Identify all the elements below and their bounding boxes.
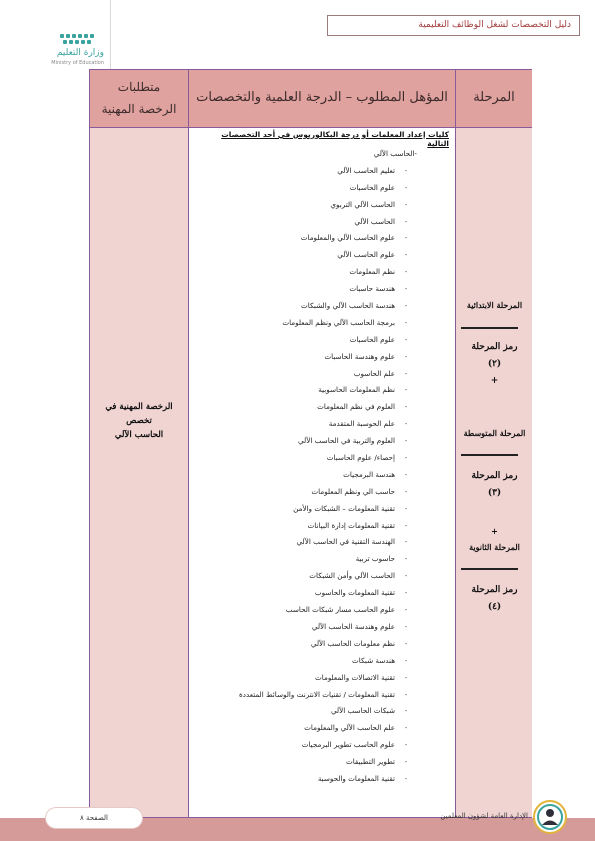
- specialization-item: [189, 399, 417, 416]
- specialization-item: [189, 332, 417, 349]
- logo-dots-icon: [58, 32, 104, 48]
- stage-code-value: (٣): [487, 488, 502, 498]
- specialization-item: [189, 619, 417, 636]
- stage-plus: +: [490, 376, 499, 386]
- specialization-item: [189, 247, 417, 264]
- bullet-dash: -: [404, 419, 408, 429]
- specialization-list: [189, 146, 417, 788]
- specialization-name: هندسة شبكات: [351, 655, 395, 665]
- bullet-dash: -: [404, 503, 408, 513]
- specialization-name: إحصاء/ علوم الحاسبات: [326, 453, 395, 463]
- specialization-name: تقنية الاتصالات والمعلومات: [315, 672, 395, 682]
- specialization-item: [189, 382, 417, 399]
- license-requirement: [94, 400, 184, 442]
- specialization-item: [189, 518, 417, 535]
- stage-code-3: [456, 468, 533, 502]
- specialization-item: [189, 720, 417, 737]
- specialization-item: [189, 754, 417, 771]
- specialization-name: برمجة الحاسب الآلي ونظم المعلومات: [282, 317, 395, 327]
- bullet-dash: -: [404, 655, 408, 665]
- stage-code-label: رمز المرحلة: [471, 585, 518, 595]
- specialization-name: الهندسة التقنية في الحاسب الآلي: [296, 537, 395, 547]
- header-qualification: المؤهل المطلوب – الدرجة العلمية والتخصصات: [188, 70, 455, 128]
- specialization-name: نظم المعلومات: [349, 267, 395, 277]
- bullet-dash: -: [404, 165, 408, 175]
- specialization-name: علم الحوسبة المتقدمة: [328, 419, 395, 429]
- bullet-dash: -: [404, 588, 408, 598]
- specialization-item: [189, 416, 417, 433]
- logo-subtitle: Ministry of Education: [51, 60, 104, 66]
- license-line2: تخصص: [126, 416, 152, 426]
- bullet-dash: -: [404, 486, 408, 496]
- license-cell: [90, 128, 188, 817]
- footer-department: الإدارة العامة لشؤون المعلمين: [440, 812, 528, 820]
- specialization-item: [189, 551, 417, 568]
- specialization-name: علوم الحاسب الآلي والمعلومات: [300, 233, 395, 243]
- specialization-name: تقنية المعلومات والحاسوب: [314, 588, 395, 598]
- stage-divider: [461, 327, 518, 329]
- stage-secondary: المرحلة الثانوية: [469, 542, 520, 552]
- bullet-dash: -: [404, 351, 408, 361]
- specialization-name: الحاسب الآلي التربوي: [330, 199, 395, 209]
- ministry-logo: [14, 32, 104, 66]
- bullet-dash: -: [404, 520, 408, 530]
- specialization-name: علوم الحاسبات: [349, 334, 395, 344]
- specialization-name: العلوم في نظم المعلومات: [317, 402, 395, 412]
- specialization-item: [189, 281, 417, 298]
- specialization-item: [189, 670, 417, 687]
- specialization-item: [189, 146, 417, 163]
- stage-code-label: رمز المرحلة: [471, 342, 518, 352]
- specialization-item: [189, 534, 417, 551]
- specialization-item: [189, 467, 417, 484]
- stage-code-value: (٢): [487, 359, 502, 369]
- qualification-heading: كليات إعداد المعلمات أو درجة البكالوريوس في أحد التخصصات التالية: [221, 130, 449, 148]
- bullet-dash: -: [404, 233, 408, 243]
- specialization-item: [189, 197, 417, 214]
- specialization-name: حاسوب تربية: [355, 554, 395, 564]
- specialization-name: حاسب الي ونظم المعلومات: [311, 486, 395, 496]
- document-title: دليل التخصصات لشغل الوظائف التعليمية: [327, 15, 580, 36]
- teacher-avatar-icon: [533, 800, 567, 834]
- bullet-dash: -: [404, 284, 408, 294]
- specialization-name: تقنية المعلومات / تقنيات الانترنت والوسائط المتعددة: [238, 689, 395, 699]
- specialization-item: [189, 315, 417, 332]
- specialization-item: [189, 433, 417, 450]
- bullet-dash: -: [404, 368, 408, 378]
- bullet-dash: -: [404, 453, 408, 463]
- stage-code-4: [456, 582, 533, 616]
- specialization-name: تقنية المعلومات إدارة البيانات: [307, 520, 395, 530]
- specialization-item: [189, 349, 417, 366]
- specialization-name: علوم الحاسب تطوير البرمجيات: [301, 740, 395, 750]
- bullet-dash: -: [404, 199, 408, 209]
- specialization-item: [189, 636, 417, 653]
- page-number: الصفحة ٨: [46, 808, 142, 828]
- specialization-name: علوم الحاسب مسار شبكات الحاسب: [285, 605, 395, 615]
- bullet-dash: -: [404, 267, 408, 277]
- stage-divider: [461, 568, 518, 570]
- qualification-cell: [188, 128, 455, 817]
- bullet-dash: -: [404, 385, 408, 395]
- bullet-dash: -: [404, 182, 408, 192]
- bullet-dash: -: [404, 301, 408, 311]
- specialization-item: [189, 180, 417, 197]
- bullet-dash: -: [404, 689, 408, 699]
- specialization-name: علوم الحاسبات: [349, 182, 395, 192]
- bullet-dash: -: [404, 469, 408, 479]
- specialization-item: [189, 771, 417, 788]
- specialization-name: تقنية المعلومات – الشبكات والأمن: [293, 503, 395, 513]
- specialization-name: الحاسب الآلي: [354, 216, 395, 226]
- bullet-dash: -: [404, 537, 408, 547]
- specialization-item: [189, 653, 417, 670]
- header-divider: [110, 0, 111, 70]
- specialization-item: [189, 484, 417, 501]
- header-license-line1: متطلبات: [117, 80, 161, 94]
- bullet-dash: -: [404, 723, 408, 733]
- header-license: [90, 70, 188, 128]
- specialization-item: [189, 501, 417, 518]
- stage-code-label: رمز المرحلة: [471, 471, 518, 481]
- specialization-item: [189, 366, 417, 383]
- specialization-name: شبكات الحاسب الآلي: [330, 706, 395, 716]
- specialization-name: -الحاسب الآلي: [373, 149, 417, 158]
- license-line3: الحاسب الآلي: [114, 430, 164, 440]
- specialization-item: [189, 214, 417, 231]
- specialization-name: علوم الحاسب الآلي: [337, 250, 395, 260]
- specialization-item: [189, 703, 417, 720]
- specialization-name: نظم معلومات الحاسب الآلي: [310, 638, 395, 648]
- stage-plus: +: [491, 526, 498, 536]
- license-line1: الرخصة المهنية في: [105, 402, 173, 412]
- bullet-dash: -: [404, 773, 408, 783]
- qualification-table: [89, 69, 532, 818]
- specialization-item: [189, 585, 417, 602]
- stage-code-value: (٤): [487, 602, 502, 612]
- bullet-dash: -: [404, 317, 408, 327]
- bullet-dash: -: [404, 250, 408, 260]
- bullet-dash: -: [404, 402, 408, 412]
- specialization-item: [189, 737, 417, 754]
- specialization-name: علوم وهندسة الحاسبات: [324, 351, 395, 361]
- specialization-item: [189, 264, 417, 281]
- logo-name: وزارة التعليم: [56, 48, 104, 58]
- specialization-name: تقنية المعلومات والحوسبة: [317, 773, 395, 783]
- bullet-dash: -: [404, 757, 408, 767]
- bullet-dash: -: [404, 740, 408, 750]
- bullet-dash: -: [404, 706, 408, 716]
- specialization-item: [189, 687, 417, 704]
- specialization-item: [189, 602, 417, 619]
- stage-intermediate: المرحلة المتوسطة: [463, 428, 526, 438]
- specialization-item: [189, 230, 417, 247]
- specialization-name: الحاسب الآلي وأمن الشبكات: [309, 571, 395, 581]
- stage-divider: [461, 454, 518, 456]
- stage-code-2: [456, 339, 533, 390]
- specialization-name: علم الحاسب الآلي والمعلومات: [304, 723, 395, 733]
- specialization-name: تطوير التطبيقات: [345, 757, 395, 767]
- specialization-name: هندسة حاسبات: [349, 284, 395, 294]
- specialization-name: هندسة الحاسب الآلي والشبكات: [301, 301, 395, 311]
- bullet-dash: -: [404, 672, 408, 682]
- header-stage: المرحلة: [455, 70, 532, 128]
- stage-primary: المرحلة الابتدائية: [466, 300, 523, 310]
- specialization-name: علوم وهندسة الحاسب الآلي: [311, 621, 395, 631]
- bullet-dash: -: [404, 436, 408, 446]
- specialization-name: نظم المعلومات الحاسوبية: [318, 385, 395, 395]
- specialization-item: [189, 163, 417, 180]
- header-license-line2: الرخصة المهنية: [101, 102, 177, 116]
- specialization-name: العلوم والتربية في الحاسب الآلي: [298, 436, 395, 446]
- specialization-name: تعليم الحاسب الآلي: [337, 165, 395, 175]
- bullet-dash: -: [404, 605, 408, 615]
- specialization-item: [189, 298, 417, 315]
- bullet-dash: -: [404, 554, 408, 564]
- specialization-name: هندسة البرمجيات: [343, 469, 395, 479]
- specialization-item: [189, 568, 417, 585]
- bullet-dash: -: [404, 334, 408, 344]
- specialization-item: [189, 450, 417, 467]
- bullet-dash: -: [404, 638, 408, 648]
- stage-cell: [455, 128, 532, 817]
- specialization-name: علم الحاسوب: [353, 368, 395, 378]
- bullet-dash: -: [404, 621, 408, 631]
- bullet-dash: -: [404, 216, 408, 226]
- bullet-dash: -: [404, 571, 408, 581]
